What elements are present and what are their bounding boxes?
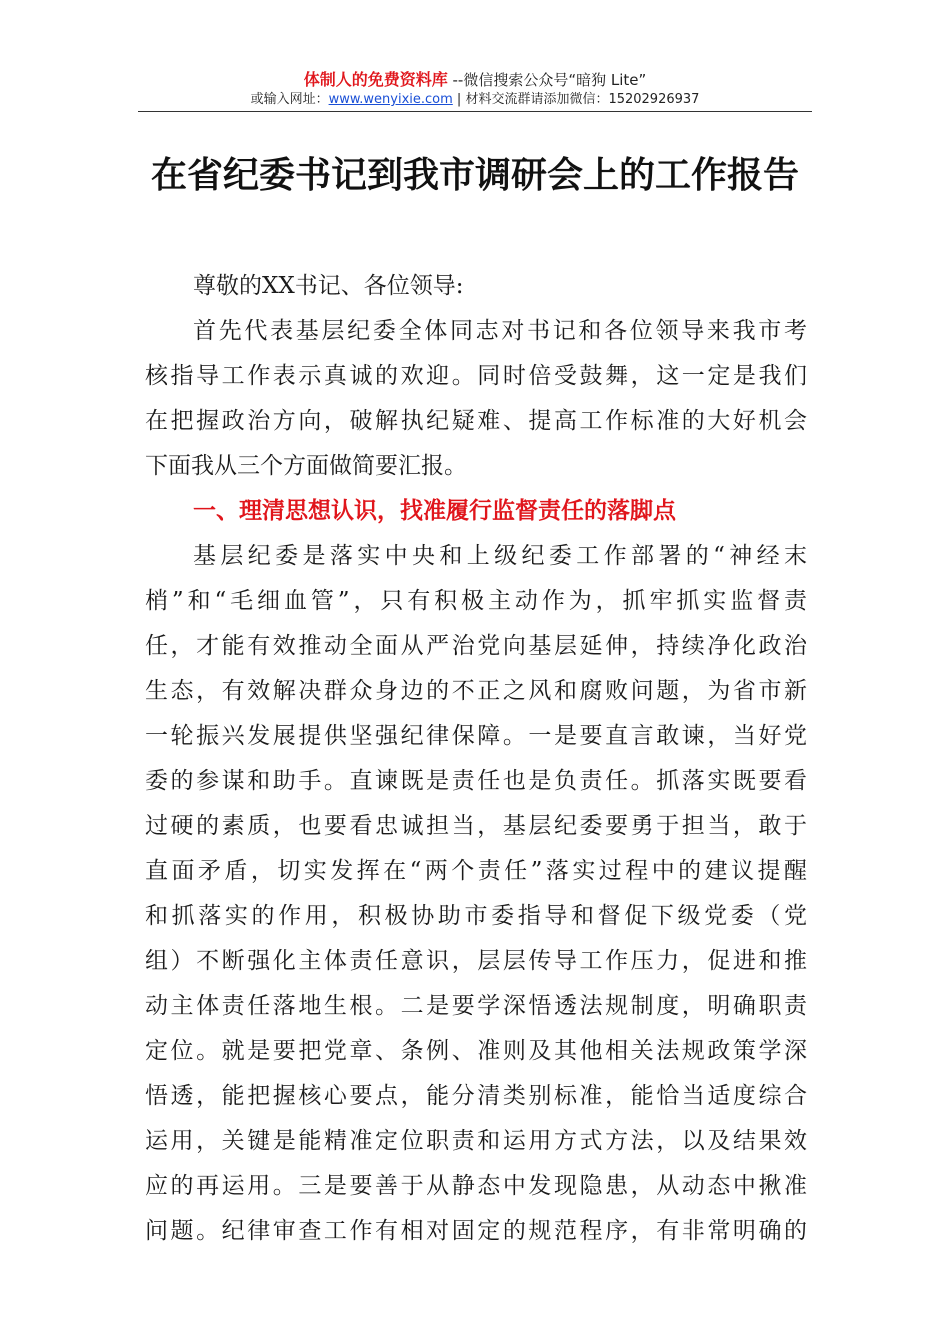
paragraph-1-line: 核指导工作表示真诚的欢迎。同时倍受鼓舞，这一定是我们 bbox=[145, 363, 807, 389]
paragraph-2-line: 直面矛盾，切实发挥在“两个责任”落实过程中的建议提醒 bbox=[145, 858, 807, 884]
document-header bbox=[0, 70, 950, 110]
paragraph-2-line: 定位。就是要把党章、条例、准则及其他相关法规政策学深 bbox=[145, 1038, 807, 1064]
paragraph-2-line: 生态，有效解决群众身边的不正之风和腐败问题，为省市新 bbox=[145, 678, 807, 704]
document-title: 在省纪委书记到我市调研会上的工作报告 bbox=[150, 154, 799, 196]
header-brand: 体制人的免费资料库 bbox=[303, 70, 448, 89]
paragraph-2-line: 一轮振兴发展提供坚强纪律保障。一是要直言敢谏，当好党 bbox=[145, 723, 807, 749]
paragraph-2-line: 基层纪委是落实中央和上级纪委工作部署的“神经末 bbox=[193, 543, 807, 569]
paragraph-2-line: 梢”和“毛细血管”，只有积极主动作为，抓牢抓实监督责 bbox=[145, 588, 807, 614]
header-url-link[interactable]: www.wenyixie.com bbox=[328, 92, 453, 107]
greeting: 尊敬的XX书记、各位领导: bbox=[193, 273, 464, 299]
paragraph-2-line: 动主体责任落地生根。二是要学深悟透法规制度，明确职责 bbox=[145, 993, 807, 1019]
header-url-prefix: 或输入网址： bbox=[250, 92, 329, 107]
paragraph-2-line: 问题。纪律审查工作有相对固定的规范程序，有非常明确的 bbox=[145, 1218, 807, 1244]
paragraph-2-line: 运用，关键是能精准定位职责和运用方式方法，以及结果效 bbox=[145, 1128, 807, 1154]
header-contact: | 材料交流群请添加微信：15202926937 bbox=[452, 92, 700, 107]
paragraph-2-line: 和抓落实的作用，积极协助市委指导和督促下级党委（党 bbox=[145, 903, 807, 929]
paragraph-2-line: 组）不断强化主体责任意识，层层传导工作压力，促进和推 bbox=[145, 948, 807, 974]
header-divider bbox=[138, 111, 812, 112]
header-line-2 bbox=[0, 90, 950, 110]
section-heading-1: 一、理清思想认识，找准履行监督责任的落脚点 bbox=[193, 498, 676, 524]
header-brand-suffix: --微信搜索公众号“暗狗 Lite” bbox=[447, 71, 647, 89]
paragraph-1-line: 下面我从三个方面做简要汇报。 bbox=[145, 453, 467, 479]
paragraph-2-line: 委的参谋和助手。直谏既是责任也是负责任。抓落实既要看 bbox=[145, 768, 807, 794]
paragraph-2-line: 悟透，能把握核心要点，能分清类别标准，能恰当适度综合 bbox=[145, 1083, 807, 1109]
paragraph-2-line: 过硬的素质，也要看忠诚担当，基层纪委要勇于担当，敢于 bbox=[145, 813, 807, 839]
paragraph-2-line: 任，才能有效推动全面从严治党向基层延伸，持续净化政治 bbox=[145, 633, 807, 659]
paragraph-1-line: 首先代表基层纪委全体同志对书记和各位领导来我市考 bbox=[193, 318, 807, 344]
paragraph-1-line: 在把握政治方向，破解执纪疑难、提高工作标准的大好机会 bbox=[145, 408, 807, 434]
paragraph-2-line: 应的再运用。三是要善于从静态中发现隐患，从动态中揪准 bbox=[145, 1173, 807, 1199]
document-body bbox=[145, 264, 807, 1254]
header-line-1 bbox=[0, 70, 950, 90]
